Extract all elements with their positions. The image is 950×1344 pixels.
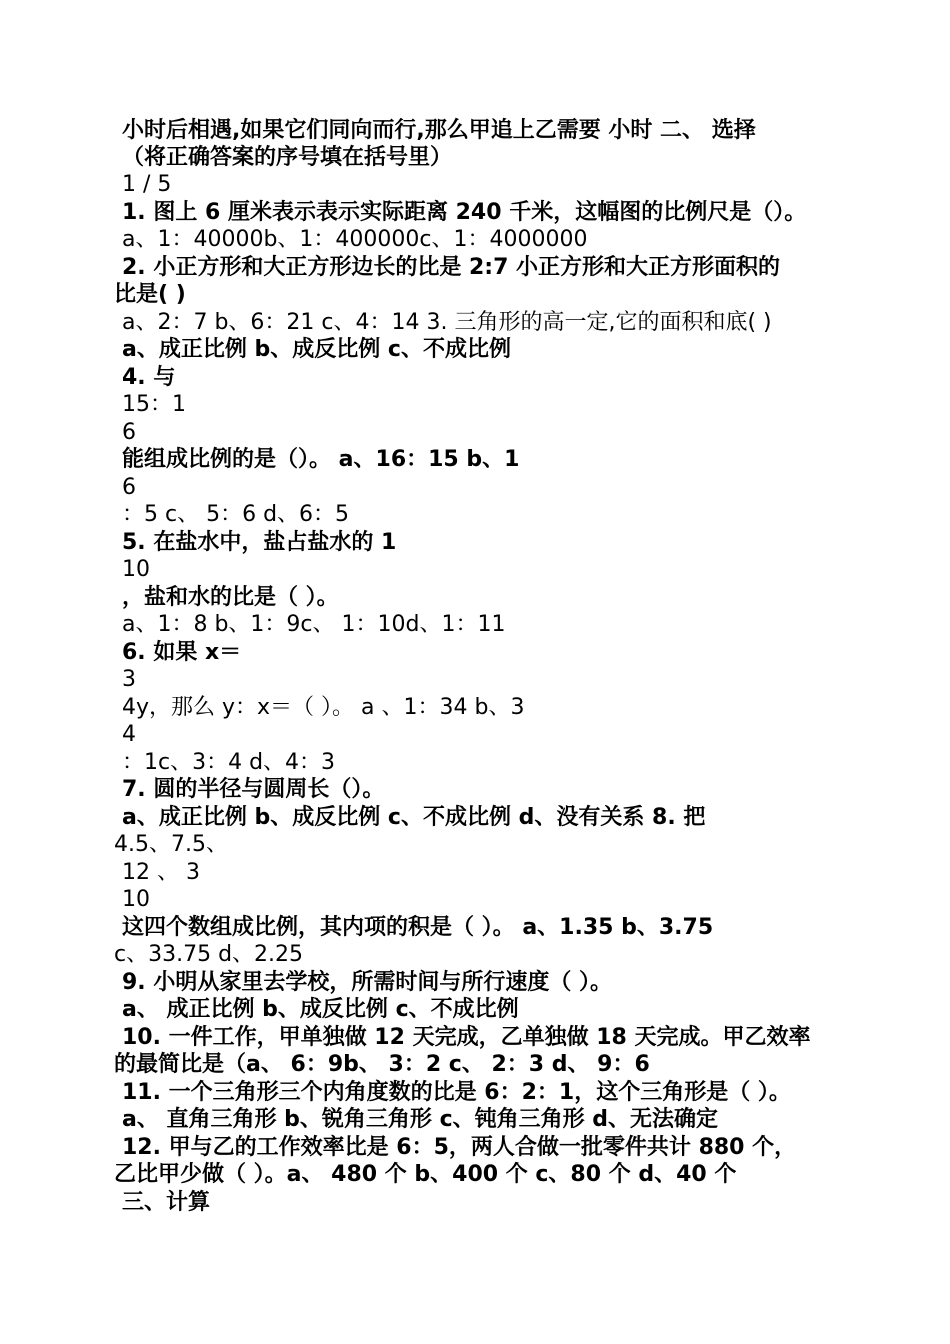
text-line: 这四个数组成比例，其内项的积是（ ）。 a、1.35 b、3.75 — [122, 915, 714, 940]
question-4: 4. 与 — [122, 365, 176, 390]
options-4: ：5 c、 5：6 d、6：5 — [122, 502, 350, 527]
question-12: 12. 甲与乙的工作效率比是 6：5，两人合做一批零件共计 880 个， — [122, 1135, 797, 1160]
options-11: a、 直角三角形 b、锐角三角形 c、钝角三角形 d、无法确定 — [122, 1107, 719, 1132]
text-line: 4.5、7.5、 — [114, 832, 228, 857]
options-10: 的最简比是（a、 6：9b、 3：2 c、 2：3 d、 9：6 — [114, 1052, 650, 1077]
options-8: c、33.75 d、2.25 — [114, 942, 304, 967]
options-5: a、1：8 b、1：9c、 1：10d、1：11 — [122, 612, 506, 637]
text-line: 比是( ) — [114, 282, 186, 307]
section-heading: 三、计算 — [122, 1190, 211, 1215]
text-line: 15：1 — [122, 392, 186, 417]
options-1: a、1：40000b、1：400000c、1：4000000 — [122, 227, 588, 252]
options-7-question-8: a、成正比例 b、成反比例 c、不成比例 d、没有关系 8. 把 — [122, 805, 706, 830]
text-line: 6 — [122, 420, 136, 445]
text-line: 能组成比例的是（）。 a、16：15 b、1 — [122, 447, 520, 472]
text-line: 小时后相遇,如果它们同向而行,那么甲追上乙需要 小时 二、 选择 — [122, 118, 756, 143]
question-2: 2. 小正方形和大正方形边长的比是 2:7 小正方形和大正方形面积的 — [122, 255, 781, 280]
question-5: 5. 在盐水中，盐占盐水的 1 — [122, 530, 397, 555]
options-6: ：1c、3：4 d、4：3 — [122, 750, 336, 775]
question-9: 9. 小明从家里去学校，所需时间与所行速度（ ）。 — [122, 970, 612, 995]
text-line: （将正确答案的序号填在括号里） — [122, 145, 453, 170]
text-line: 4 — [122, 722, 136, 747]
options-9: a、 成正比例 b、成反比例 c、不成比例 — [122, 997, 519, 1022]
text-line: 3 — [122, 667, 136, 692]
question-7: 7. 圆的半径与圆周长（）。 — [122, 777, 385, 802]
options-3: a、成正比例 b、成反比例 c、不成比例 — [122, 337, 511, 362]
text-line: 6 — [122, 475, 136, 500]
question-11: 11. 一个三角形三个内角度数的比是 6：2：1，这个三角形是（ ）。 — [122, 1080, 791, 1105]
text-line: 10 — [122, 557, 150, 582]
text-line: ，盐和水的比是（ ）。 — [122, 585, 339, 610]
text-line: 4y，那么 y：x＝（ ）。 a 、1：34 b、3 — [122, 695, 525, 720]
question-6: 6. 如果 x＝ — [122, 640, 242, 665]
text-line: 12 、 3 — [122, 860, 200, 885]
page-number: 1 / 5 — [122, 172, 172, 197]
question-1: 1. 图上 6 厘米表示表示实际距离 240 千米，这幅图的比例尺是（）。 — [122, 200, 807, 225]
question-10: 10. 一件工作，甲单独做 12 天完成，乙单独做 18 天完成。甲乙效率 — [122, 1025, 811, 1050]
text-line: 10 — [122, 887, 150, 912]
options-2-question-3: a、2：7 b、6：21 c、4：14 3. 三角形的高一定,它的面积和底( ) — [122, 310, 772, 335]
options-12: 乙比甲少做（ ）。a、 480 个 b、400 个 c、80 个 d、40 个 — [114, 1162, 737, 1187]
